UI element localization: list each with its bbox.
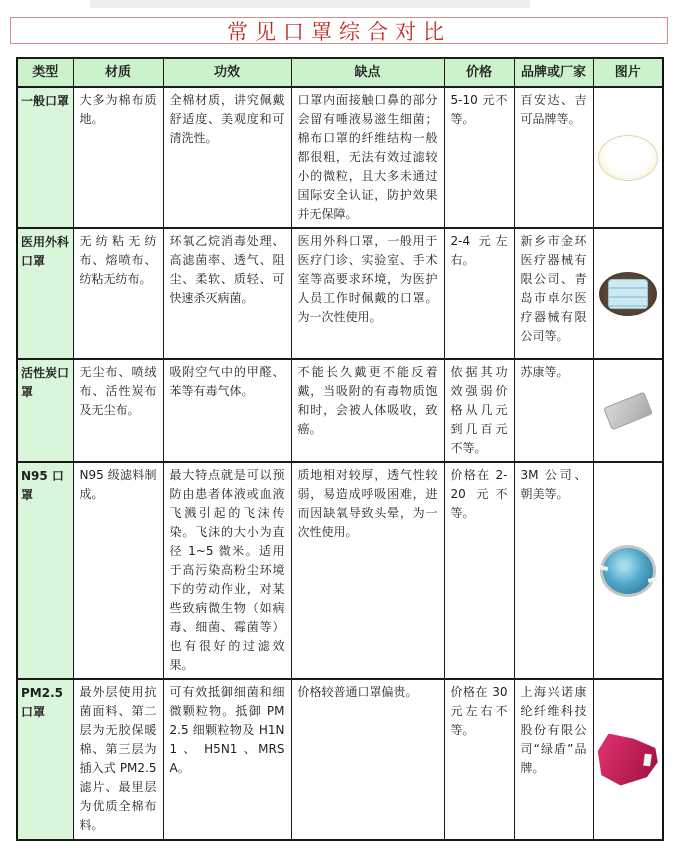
header-price: 价格	[444, 58, 514, 87]
cell-type: N95 口罩	[17, 462, 73, 679]
header-row	[17, 58, 663, 87]
cell-price: 5-10 元不等。	[444, 87, 514, 228]
cell-effect: 吸附空气中的甲醛、苯等有毒气体。	[163, 359, 291, 462]
header-defect: 缺点	[291, 58, 444, 87]
page-title: 常见口罩综合对比	[227, 19, 451, 44]
header-brand: 品牌或厂家	[514, 58, 593, 87]
cell-material: 无纺粘无纺布、熔喷布、纺粘无纺布。	[73, 228, 163, 359]
cell-effect: 全棉材质，讲究佩戴舒适度、美观度和可清洗性。	[163, 87, 291, 228]
cell-price: 依据其功效强弱价格从几元到几百元不等。	[444, 359, 514, 462]
cell-defect: 医用外科口罩，一般用于医疗门诊、实验室、手术室等高要求环境，为医护人员工作时佩戴的口罩。为一次性使用。	[291, 228, 444, 359]
cell-material: 最外层使用抗菌面料、第二层为无胶保暖棉、第三层为插入式 PM2.5 滤片、最里层为优质全棉布料。	[73, 679, 163, 840]
cell-price: 价格在 30 元左右不等。	[444, 679, 514, 840]
magenta-pm25-mask-photo	[598, 734, 658, 786]
white-cotton-mask-photo	[598, 135, 658, 181]
header-material: 材质	[73, 58, 163, 87]
cell-brand: 3M 公司、朝美等。	[514, 462, 593, 679]
cell-defect: 价格较普通口罩偏贵。	[291, 679, 444, 840]
blue-surgical-mask-photo	[599, 272, 657, 316]
cell-price: 价格在 2-20 元不等。	[444, 462, 514, 679]
cell-material: 大多为棉布质地。	[73, 87, 163, 228]
cell-effect: 可有效抵御细菌和细微颗粒物。抵御 PM2.5 细颗粒物及 H1N1 、 H5N1 、MRSA。	[163, 679, 291, 840]
cell-type: 活性炭口罩	[17, 359, 73, 462]
gray-carbon-mask-photo	[603, 391, 653, 430]
pm25-mask-label-tag	[643, 753, 652, 766]
cell-type: 一般口罩	[17, 87, 73, 228]
cell-brand: 苏康等。	[514, 359, 593, 462]
mask-comparison-table	[16, 57, 664, 841]
cell-image	[593, 359, 663, 462]
cell-image	[593, 679, 663, 840]
cell-image	[593, 462, 663, 679]
cell-effect: 环氧乙烷消毒处理、高滤菌率、透气、阻尘、柔软、质轻、可快速杀灭病菌。	[163, 228, 291, 359]
cell-image	[593, 228, 663, 359]
cell-brand: 上海兴诺康纶纤维科技股份有限公司“绿盾”品牌。	[514, 679, 593, 840]
header-image: 图片	[593, 58, 663, 87]
cell-type: PM2.5口罩	[17, 679, 73, 840]
cell-defect: 口罩内面接触口鼻的部分会留有唾液易滋生细菌；棉布口罩的纤维结构一般都很粗，无法有效过滤较小的微粒，且大多未通过国际安全认证，防护效果并无保障。	[291, 87, 444, 228]
table-row-general-mask	[17, 87, 663, 228]
blue-n95-cup-mask-photo	[600, 545, 656, 597]
cell-defect: 不能长久戴更不能反着戴，当吸附的有毒物质饱和时，会被人体吸收，致癌。	[291, 359, 444, 462]
cell-price: 2-4 元左右。	[444, 228, 514, 359]
cell-material: 无尘布、喷绒布、活性炭布及无尘布。	[73, 359, 163, 462]
table-row-carbon-mask	[17, 359, 663, 462]
scan-artifact-strip	[90, 0, 530, 8]
table-row-pm25-mask	[17, 679, 663, 840]
cell-type: 医用外科口罩	[17, 228, 73, 359]
cell-image	[593, 87, 663, 228]
header-effect: 功效	[163, 58, 291, 87]
title-box	[10, 17, 668, 44]
cell-material: N95 级滤料制成。	[73, 462, 163, 679]
table-row-n95-mask	[17, 462, 663, 679]
surgical-mask-pleats	[608, 279, 648, 309]
cell-effect: 最大特点就是可以预防由患者体液或血液飞溅引起的飞沫传染。飞沫的大小为直径 1~5 微米。适用于高污染高粉尘环境下的劳动作业，对某些致病微生物（如病毒、细菌、霉菌等）也有很好的过滤效果。	[163, 462, 291, 679]
header-type: 类型	[17, 58, 73, 87]
table-row-surgical-mask	[17, 228, 663, 359]
cell-defect: 质地相对较厚，透气性较弱，易造成呼吸困难，进而因缺氧导致头晕，为一次性使用。	[291, 462, 444, 679]
cell-brand: 新乡市金环医疗器械有限公司、青岛市卓尔医疗器械有限公司等。	[514, 228, 593, 359]
cell-brand: 百安达、吉可品牌等。	[514, 87, 593, 228]
